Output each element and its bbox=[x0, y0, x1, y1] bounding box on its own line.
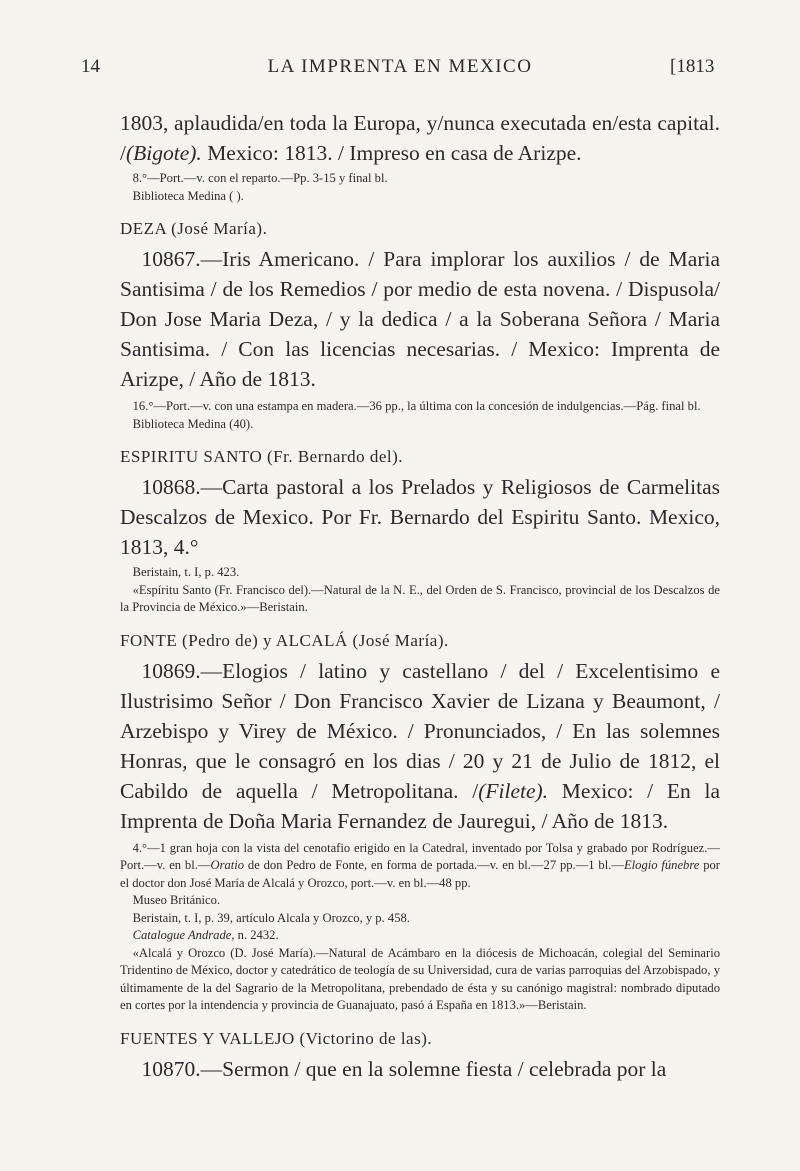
entry-10869-catalogue: Catalogue Andrade, n. 2432. bbox=[132, 928, 279, 942]
author-heading: ESPIRITU SANTO (Fr. Bernardo del). bbox=[120, 447, 403, 466]
entry-10869-reference: Beristain, t. I, p. 39, artículo Alcala y Orozco, y p. 458. bbox=[132, 910, 410, 925]
entry-10867-description: 16.°—Port.—v. con una estampa en madera.—36 pp., la última con la concesión de indulgencias.—Pág. final bl. bbox=[132, 399, 701, 413]
author-heading: FUENTES Y VALLEJO (Victorino de las). bbox=[120, 1028, 433, 1048]
entry-10868-reference: Beristain, t. I, p. 423. bbox=[132, 565, 240, 579]
author-heading: DEZA (José María). bbox=[120, 219, 268, 238]
entry-10867-library: Biblioteca Medina (40). bbox=[132, 416, 254, 431]
continued-entry-title: 1803, aplaudida/en toda la Europa, y/nunca executada en/esta capital. /(Bigote). Mexico: 1813. / Impreso en casa de Arizpe. bbox=[120, 111, 720, 165]
entry-10870-title: 10870.—Sermon / que en la solemne fiesta / celebrada por la bbox=[141, 1056, 667, 1081]
author-heading: FONTE (Pedro de) y ALCALÁ (José María). bbox=[120, 630, 449, 650]
page-number: 14 bbox=[81, 56, 100, 77]
continued-entry-library: Biblioteca Medina ( ). bbox=[132, 188, 244, 203]
entry-10869-library: Museo Británico. bbox=[132, 893, 221, 907]
running-year: [1813 bbox=[670, 56, 715, 77]
running-title: LA IMPRENTA EN MEXICO bbox=[267, 56, 533, 77]
entry-10867-title: 10867.—Iris Americano. / Para implorar los auxilios / de Maria Santisima / de los Remedios / por medio de esta novena. / Dispusola/ Don Jose Maria Deza, / y la dedica / a la Soberana Señora / Maria Santisima. / Con las licencias necesarias. / Mexico: Imprenta de Arizpe, / Año de 1813. bbox=[120, 247, 720, 391]
entry-10868-title: 10868.—Carta pastoral a los Prelados y Religiosos de Carmelitas Descalzos de Mexico. Por Fr. Bernardo del Espiritu Santo. Mexico, 1813, 4.° bbox=[120, 475, 720, 559]
continued-entry-description: 8.°—Port.—v. con el reparto.—Pp. 3-15 y final bl. bbox=[132, 171, 388, 185]
entry-10869-note: «Alcalá y Orozco (D. José María).—Natural de Acámbaro en la diócesis de Michoacán, colegial del Seminario Tridentino de México, doctor y catedrático de teología de su Universidad, cura de varias parroquias del Arzobispado, y últimamente de la del Sagrario de la Metropolitana, prebendado de ésta y su canónigo magistral: nombrado diputado en cortes por la intendencia y provincia de Guanajuato, pasó á España en 1813.»—Beristain. bbox=[120, 945, 720, 1012]
page-body bbox=[120, 108, 720, 1084]
entry-10869-description: 4.°—1 gran hoja con la vista del cenotafio erigido en la Catedral, inventado por Tolsa y grabado por Rodríguez.—Port.—v. en bl.—Oratio de don Pedro de Fonte, en forma de portada.—v. en bl.—27 pp.—1 bl.—Elogio fúnebre por el doctor don José María de Alcalá y Orozco, port.—v. en bl.—48 pp. bbox=[120, 840, 720, 890]
entry-10869-title: 10869.—Elogios / latino y castellano / del / Excelentisimo e Ilustrisimo Señor / Don Francisco Xavier de Lizana y Beaumont, / Arzebispo y Virey de México. / Pronunciados, / En las solemnes Honras, que le consagró en los dias / 20 y 21 de Julio de 1812, el Cabildo de aquella / Metropolitana. /(Filete). Mexico: / En la Imprenta de Doña Maria Fernandez de Jauregui, / Año de 1813. bbox=[120, 658, 720, 833]
entry-10868-note: «Espíritu Santo (Fr. Francisco del).—Natural de la N. E., del Orden de S. Francisco, provincial de los Descalzos de la Provincia de México.»—Beristain. bbox=[120, 582, 720, 614]
